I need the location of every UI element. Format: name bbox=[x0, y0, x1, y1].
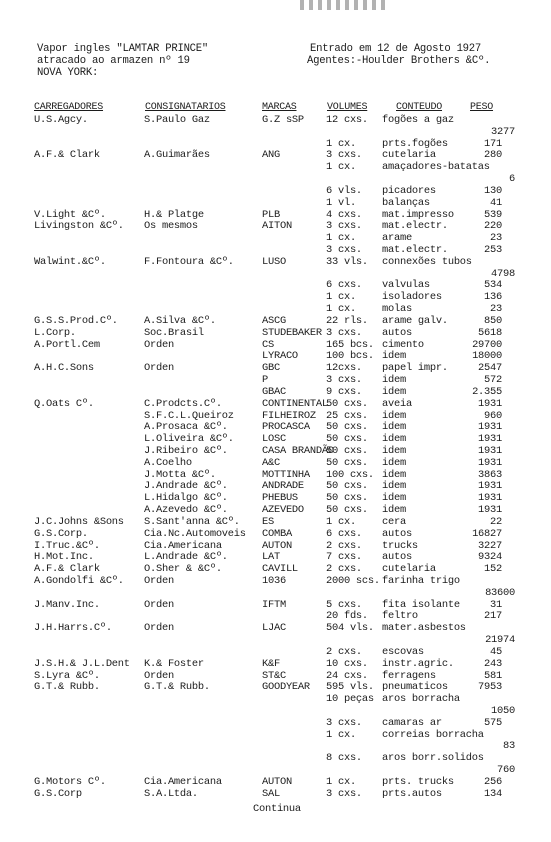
weight-cell: 16827 bbox=[472, 528, 502, 540]
column-header: MARCAS bbox=[262, 102, 297, 113]
contents-cell: aros borr.solidos bbox=[382, 752, 484, 764]
shipper-cell: J.C.Johns &Sons bbox=[34, 516, 124, 528]
shipper-cell: G.S.Corp bbox=[34, 788, 82, 800]
weight-cell: 1931 bbox=[478, 445, 502, 457]
contents-cell: mat.electr. bbox=[382, 220, 448, 232]
contents-cell: molas bbox=[382, 303, 412, 315]
contents-cell: cutelaria bbox=[382, 149, 436, 161]
consignee-cell: S.Paulo Gaz bbox=[144, 114, 210, 126]
contents-cell: idem bbox=[382, 445, 406, 457]
ink-smudge bbox=[300, 0, 390, 10]
shipper-cell: H.Mot.Inc. bbox=[34, 551, 94, 563]
weight-cell: 539 bbox=[484, 209, 502, 221]
shipper-cell: J.H.Harrs.Cº. bbox=[34, 622, 112, 634]
volumes-cell: 3 cxs. bbox=[326, 788, 362, 800]
consignee-cell: J.Andrade &Cº. bbox=[144, 480, 228, 492]
marks-cell: CS bbox=[262, 339, 274, 351]
contents-cell: fogões a gaz bbox=[382, 114, 454, 126]
weight-cell: 1931 bbox=[478, 421, 502, 433]
volumes-cell: 7 cxs. bbox=[326, 551, 362, 563]
volumes-cell: 10 cxs. bbox=[326, 658, 368, 670]
marks-cell: ASCG bbox=[262, 315, 286, 327]
volumes-cell: 2 cxs. bbox=[326, 563, 362, 575]
shipper-cell: G.S.S.Prod.Cº. bbox=[34, 315, 118, 327]
consignee-cell: F.Fontoura &Cº. bbox=[144, 256, 234, 268]
marks-cell: ANDRADE bbox=[262, 480, 304, 492]
contents-cell: amaçadores-batatas bbox=[382, 161, 490, 173]
volumes-cell: 165 bcs. bbox=[326, 339, 374, 351]
consignee-cell: S.Sant'anna &Cº. bbox=[144, 516, 240, 528]
weight-cell: 23 bbox=[490, 303, 502, 315]
contents-cell: idem bbox=[382, 504, 406, 516]
shipper-cell: V.Light &Cº. bbox=[34, 209, 106, 221]
consignee-cell: Cia.Nc.Automoveis bbox=[144, 528, 246, 540]
marks-cell: SAL bbox=[262, 788, 280, 800]
volumes-cell: 3 cxs. bbox=[326, 149, 362, 161]
weight-cell: 45 bbox=[490, 646, 502, 658]
volumes-cell: 4 cxs. bbox=[326, 209, 362, 221]
marks-cell: STUDEBAKER bbox=[262, 327, 322, 339]
shipper-cell: A.Gondolfi &Cº. bbox=[34, 575, 124, 587]
weight-cell: 1931 bbox=[478, 492, 502, 504]
volumes-cell: 100 cxs. bbox=[326, 469, 374, 481]
consignee-cell: A.Silva &Cº. bbox=[144, 315, 216, 327]
weight-cell: 9324 bbox=[478, 551, 502, 563]
column-header: CONTEUDO bbox=[396, 102, 443, 113]
weight-cell: 760 bbox=[497, 764, 515, 776]
contents-cell: isoladores bbox=[382, 291, 442, 303]
weight-cell: 31 bbox=[490, 599, 502, 611]
marks-cell: PHEBUS bbox=[262, 492, 298, 504]
column-header: PESO bbox=[470, 102, 494, 113]
contents-cell: idem bbox=[382, 421, 406, 433]
contents-cell: idem bbox=[382, 492, 406, 504]
contents-cell: valvulas bbox=[382, 279, 430, 291]
volumes-cell: 50 cxs. bbox=[326, 433, 368, 445]
consignee-cell: Cia.Americana bbox=[144, 776, 222, 788]
contents-cell: camaras ar bbox=[382, 717, 442, 729]
header-left-line: atracado ao armazen nº 19 bbox=[37, 55, 190, 67]
marks-cell: LAT bbox=[262, 551, 280, 563]
contents-cell: idem bbox=[382, 386, 406, 398]
volumes-cell: 1 cx. bbox=[326, 303, 356, 315]
column-header: CONSIGNATARIOS bbox=[145, 102, 226, 113]
weight-cell: 152 bbox=[484, 563, 502, 575]
consignee-cell: L.Andrade &Cº. bbox=[144, 551, 228, 563]
contents-cell: cera bbox=[382, 516, 406, 528]
marks-cell: P bbox=[262, 374, 268, 386]
consignee-cell: Orden bbox=[144, 599, 174, 611]
marks-cell: GOODYEAR bbox=[262, 681, 310, 693]
shipper-cell: G.S.Corp. bbox=[34, 528, 88, 540]
contents-cell: idem bbox=[382, 457, 406, 469]
consignee-cell: K.& Foster bbox=[144, 658, 204, 670]
consignee-cell: Orden bbox=[144, 670, 174, 682]
shipper-cell: G.T.& Rubb. bbox=[34, 681, 100, 693]
consignee-cell: J.Ribeiro &Cº. bbox=[144, 445, 228, 457]
shipper-cell: A.H.C.Sons bbox=[34, 362, 94, 374]
header-right-line: Agentes:-Houlder Brothers &Cº. bbox=[307, 55, 491, 67]
header-left-line: Vapor ingles "LAMTAR PRINCE" bbox=[37, 43, 209, 55]
contents-cell: prts.autos bbox=[382, 788, 442, 800]
volumes-cell: 50 cxs. bbox=[326, 421, 368, 433]
contents-cell: escovas bbox=[382, 646, 424, 658]
contents-cell: arame bbox=[382, 232, 412, 244]
consignee-cell: J.Motta &Cº. bbox=[144, 469, 216, 481]
volumes-cell: 9 cxs. bbox=[326, 386, 362, 398]
contents-cell: picadores bbox=[382, 185, 436, 197]
volumes-cell: 6 vls. bbox=[326, 185, 362, 197]
volumes-cell: 595 vls. bbox=[326, 681, 374, 693]
volumes-cell: 50 cxs. bbox=[326, 457, 368, 469]
volumes-cell: 1 cx. bbox=[326, 232, 356, 244]
volumes-cell: 1 cx. bbox=[326, 161, 356, 173]
contents-cell: cutelaria bbox=[382, 563, 436, 575]
contents-cell: papel impr. bbox=[382, 362, 448, 374]
volumes-cell: 50 cxs. bbox=[326, 480, 368, 492]
shipper-cell: L.Corp. bbox=[34, 327, 76, 339]
marks-cell: 1036 bbox=[262, 575, 286, 587]
volumes-cell: 6 cxs. bbox=[326, 528, 362, 540]
consignee-cell: Orden bbox=[144, 339, 174, 351]
contents-cell: ferragens bbox=[382, 670, 436, 682]
weight-cell: 7953 bbox=[478, 681, 502, 693]
volumes-cell: 50 cxs. bbox=[326, 492, 368, 504]
volumes-cell: 3 cxs. bbox=[326, 244, 362, 256]
marks-cell: LUSO bbox=[262, 256, 286, 268]
shipper-cell: U.S.Agcy. bbox=[34, 114, 88, 126]
volumes-cell: 50 cxs. bbox=[326, 445, 368, 457]
shipper-cell: Walwint.&Cº. bbox=[34, 256, 106, 268]
weight-cell: 217 bbox=[484, 610, 502, 622]
volumes-cell: 1 cx. bbox=[326, 291, 356, 303]
weight-cell: 5618 bbox=[478, 327, 502, 339]
consignee-cell: Soc.Brasil bbox=[144, 327, 204, 339]
marks-cell: G.Z sSP bbox=[262, 114, 304, 126]
weight-cell: 960 bbox=[484, 410, 502, 422]
contents-cell: autos bbox=[382, 551, 412, 563]
weight-cell: 3863 bbox=[478, 469, 502, 481]
volumes-cell: 50 cxs. bbox=[326, 504, 368, 516]
marks-cell: ST&C bbox=[262, 670, 286, 682]
consignee-cell: L.Oliveira &Cº. bbox=[144, 433, 234, 445]
consignee-cell: L.Hidalgo &Cº. bbox=[144, 492, 228, 504]
consignee-cell: A.Prosaca &Cº. bbox=[144, 421, 228, 433]
marks-cell: CAVILL bbox=[262, 563, 298, 575]
volumes-cell: 12 cxs. bbox=[326, 114, 368, 126]
consignee-cell: H.& Platge bbox=[144, 209, 204, 221]
marks-cell: LOSC bbox=[262, 433, 286, 445]
continue-note: Continua bbox=[253, 803, 301, 815]
consignee-cell: S.F.C.L.Queiroz bbox=[144, 410, 234, 422]
contents-cell: arame galv. bbox=[382, 315, 448, 327]
marks-cell: AITON bbox=[262, 220, 292, 232]
volumes-cell: 1 cx. bbox=[326, 776, 356, 788]
consignee-cell: Orden bbox=[144, 362, 174, 374]
weight-cell: 850 bbox=[484, 315, 502, 327]
volumes-cell: 24 cxs. bbox=[326, 670, 368, 682]
contents-cell: idem bbox=[382, 410, 406, 422]
shipper-cell: S.Lyra &Cº. bbox=[34, 670, 100, 682]
weight-cell: 136 bbox=[484, 291, 502, 303]
marks-cell: PROCASCA bbox=[262, 421, 310, 433]
volumes-cell: 2000 scs. bbox=[326, 575, 380, 587]
weight-cell: 1931 bbox=[478, 398, 502, 410]
consignee-cell: A.Guimarães bbox=[144, 149, 210, 161]
marks-cell: ES bbox=[262, 516, 274, 528]
contents-cell: idem bbox=[382, 374, 406, 386]
weight-cell: 29700 bbox=[472, 339, 502, 351]
weight-cell: 23 bbox=[490, 232, 502, 244]
consignee-cell: Orden bbox=[144, 622, 174, 634]
weight-cell: 6 bbox=[509, 173, 515, 185]
weight-cell: 256 bbox=[484, 776, 502, 788]
contents-cell: idem bbox=[382, 433, 406, 445]
volumes-cell: 5 cxs. bbox=[326, 599, 362, 611]
volumes-cell: 3 cxs. bbox=[326, 717, 362, 729]
weight-cell: 2547 bbox=[478, 362, 502, 374]
shipper-cell: Q.Oats Cº. bbox=[34, 398, 94, 410]
weight-cell: 220 bbox=[484, 220, 502, 232]
volumes-cell: 20 fds. bbox=[326, 610, 368, 622]
marks-cell: ANG bbox=[262, 149, 280, 161]
contents-cell: cimento bbox=[382, 339, 424, 351]
volumes-cell: 22 rls. bbox=[326, 315, 368, 327]
weight-cell: 130 bbox=[484, 185, 502, 197]
volumes-cell: 10 peças bbox=[326, 693, 374, 705]
column-header: CARREGADORES bbox=[34, 102, 104, 113]
contents-cell: mat.impresso bbox=[382, 209, 454, 221]
weight-cell: 575 bbox=[484, 717, 502, 729]
weight-cell: 1931 bbox=[478, 457, 502, 469]
shipper-cell: J.S.H.& J.L.Dent bbox=[34, 658, 130, 670]
weight-cell: 18000 bbox=[472, 350, 502, 362]
contents-cell: idem bbox=[382, 480, 406, 492]
weight-cell: 3227 bbox=[478, 540, 502, 552]
header-left-line: NOVA YORK: bbox=[37, 67, 99, 79]
consignee-cell: Cia.Americana bbox=[144, 540, 222, 552]
volumes-cell: 1 cx. bbox=[326, 516, 356, 528]
consignee-cell: G.T.& Rubb. bbox=[144, 681, 210, 693]
contents-cell: pneumaticos bbox=[382, 681, 448, 693]
contents-cell: idem bbox=[382, 469, 406, 481]
consignee-cell: Orden bbox=[144, 575, 174, 587]
contents-cell: mater.asbestos bbox=[382, 622, 466, 634]
weight-cell: 572 bbox=[484, 374, 502, 386]
column-header: VOLUMES bbox=[327, 102, 368, 113]
marks-cell: CONTINENTAL bbox=[262, 398, 328, 410]
contents-cell: aros borracha bbox=[382, 693, 460, 705]
contents-cell: connexões tubos bbox=[382, 256, 472, 268]
volumes-cell: 3 cxs. bbox=[326, 327, 362, 339]
weight-cell: 280 bbox=[484, 149, 502, 161]
marks-cell: AZEVEDO bbox=[262, 504, 304, 516]
consignee-cell: C.Prodcts.Cº. bbox=[144, 398, 222, 410]
volumes-cell: 25 cxs. bbox=[326, 410, 368, 422]
marks-cell: MOTTINHA bbox=[262, 469, 310, 481]
volumes-cell: 50 cxs. bbox=[326, 398, 368, 410]
volumes-cell: 3 cxs. bbox=[326, 374, 362, 386]
weight-cell: 253 bbox=[484, 244, 502, 256]
shipper-cell: A.Portl.Cem bbox=[34, 339, 100, 351]
marks-cell: AUTON bbox=[262, 776, 292, 788]
shipper-cell: A.F.& Clark bbox=[34, 563, 100, 575]
weight-cell: 243 bbox=[484, 658, 502, 670]
contents-cell: farinha trigo bbox=[382, 575, 460, 587]
marks-cell: FILHEIROZ bbox=[262, 410, 316, 422]
weight-cell: 22 bbox=[490, 516, 502, 528]
weight-cell: 1931 bbox=[478, 433, 502, 445]
weight-cell: 1050 bbox=[491, 705, 515, 717]
contents-cell: trucks bbox=[382, 540, 418, 552]
volumes-cell: 3 cxs. bbox=[326, 220, 362, 232]
consignee-cell: O.Sher & &Cº. bbox=[144, 563, 222, 575]
volumes-cell: 1 cx. bbox=[326, 729, 356, 741]
volumes-cell: 6 cxs. bbox=[326, 279, 362, 291]
volumes-cell: 33 vls. bbox=[326, 256, 368, 268]
weight-cell: 3277 bbox=[491, 126, 515, 138]
weight-cell: 83600 bbox=[485, 587, 515, 599]
shipper-cell: J.Manv.Inc. bbox=[34, 599, 100, 611]
weight-cell: 2.355 bbox=[472, 386, 502, 398]
marks-cell: IFTM bbox=[262, 599, 286, 611]
shipper-cell: I.Truc.&Cº. bbox=[34, 540, 100, 552]
contents-cell: autos bbox=[382, 528, 412, 540]
marks-cell: GBAC bbox=[262, 386, 286, 398]
consignee-cell: Os mesmos bbox=[144, 220, 198, 232]
shipper-cell: Livingston &Cº. bbox=[34, 220, 124, 232]
contents-cell: instr.agric. bbox=[382, 658, 454, 670]
weight-cell: 134 bbox=[484, 788, 502, 800]
weight-cell: 4798 bbox=[491, 268, 515, 280]
consignee-cell: A.Azevedo &Cº. bbox=[144, 504, 228, 516]
volumes-cell: 12cxs. bbox=[326, 362, 362, 374]
marks-cell: GBC bbox=[262, 362, 280, 374]
contents-cell: balanças bbox=[382, 197, 430, 209]
weight-cell: 534 bbox=[484, 279, 502, 291]
contents-cell: correias borracha bbox=[382, 729, 484, 741]
volumes-cell: 2 cxs. bbox=[326, 540, 362, 552]
marks-cell: AUTON bbox=[262, 540, 292, 552]
marks-cell: CASA BRANDÃO bbox=[262, 445, 334, 457]
weight-cell: 41 bbox=[490, 197, 502, 209]
consignee-cell: A.Coelho bbox=[144, 457, 192, 469]
header-right-line: Entrado em 12 de Agosto 1927 bbox=[310, 43, 482, 55]
contents-cell: prts. trucks bbox=[382, 776, 454, 788]
volumes-cell: 8 cxs. bbox=[326, 752, 362, 764]
weight-cell: 1931 bbox=[478, 480, 502, 492]
volumes-cell: 2 cxs. bbox=[326, 646, 362, 658]
shipper-cell: G.Motors Cº. bbox=[34, 776, 106, 788]
weight-cell: 21974 bbox=[485, 634, 515, 646]
contents-cell: prts.fogões bbox=[382, 138, 448, 150]
weight-cell: 1931 bbox=[478, 504, 502, 516]
contents-cell: feltro bbox=[382, 610, 418, 622]
weight-cell: 83 bbox=[503, 740, 515, 752]
volumes-cell: 1 cx. bbox=[326, 138, 356, 150]
weight-cell: 171 bbox=[484, 138, 502, 150]
volumes-cell: 100 bcs. bbox=[326, 350, 374, 362]
volumes-cell: 504 vls. bbox=[326, 622, 374, 634]
contents-cell: autos bbox=[382, 327, 412, 339]
volumes-cell: 1 vl. bbox=[326, 197, 356, 209]
contents-cell: fita isolante bbox=[382, 599, 460, 611]
consignee-cell: S.A.Ltda. bbox=[144, 788, 198, 800]
marks-cell: A&C bbox=[262, 457, 280, 469]
weight-cell: 581 bbox=[484, 670, 502, 682]
contents-cell: mat.electr. bbox=[382, 244, 448, 256]
marks-cell: LJAC bbox=[262, 622, 286, 634]
marks-cell: PLB bbox=[262, 209, 280, 221]
marks-cell: COMBA bbox=[262, 528, 292, 540]
contents-cell: aveia bbox=[382, 398, 412, 410]
marks-cell: LYRACO bbox=[262, 350, 298, 362]
marks-cell: K&F bbox=[262, 658, 280, 670]
contents-cell: idem bbox=[382, 350, 406, 362]
shipper-cell: A.F.& Clark bbox=[34, 149, 100, 161]
